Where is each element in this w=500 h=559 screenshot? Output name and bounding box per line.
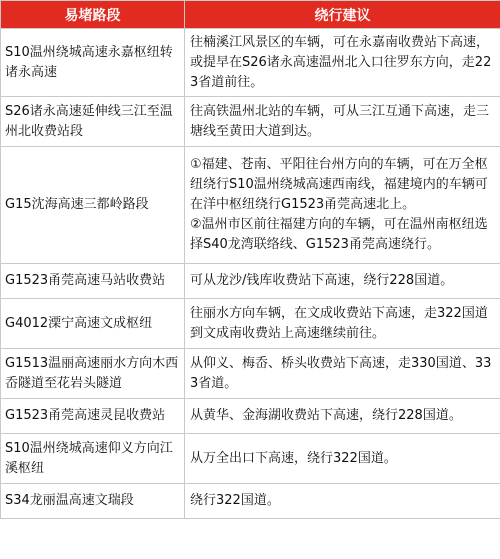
- advice-text: 从仰义、梅岙、桥头收费站下高速，走330国道、333省道。: [190, 355, 492, 391]
- advice-cell: [185, 147, 500, 264]
- section-cell: S10温州绕城高速永嘉枢纽转诸永高速: [1, 29, 185, 97]
- table-row: [1, 399, 500, 434]
- advice-cell: [185, 434, 500, 484]
- advice-text: 往丽水方向车辆，在文成收费站下高速，走322国道到文成南收费站上高速继续前往。: [190, 305, 488, 341]
- section-cell: G4012溧宁高速文成枢纽: [1, 299, 185, 349]
- advice-text: 可从龙沙/钱库收费站下高速，绕行228国道。: [190, 273, 454, 288]
- section-cell: S34龙丽温高速文瑞段: [1, 484, 185, 519]
- table-header-row: [1, 1, 500, 29]
- advice-cell: [185, 29, 500, 97]
- table-row: [1, 434, 500, 484]
- table-row: [1, 299, 500, 349]
- advice-cell: [185, 399, 500, 434]
- advice-cell: [185, 97, 500, 147]
- section-cell: G15沈海高速三都岭路段: [1, 147, 185, 264]
- advice-cell: [185, 484, 500, 519]
- advice-text: 绕行322国道。: [190, 493, 280, 508]
- section-cell: G1513温丽高速丽水方向木西岙隧道至花岩头隧道: [1, 349, 185, 399]
- table-row: [1, 147, 500, 264]
- advice-text: 往高铁温州北站的车辆，可从三江互通下高速，走三塘线至黄田大道到达。: [190, 103, 490, 139]
- table-row: [1, 29, 500, 97]
- advice-text: 从万全出口下高速，绕行322国道。: [190, 450, 397, 466]
- advice-text: 往楠溪江风景区的车辆，可在永嘉南收费站下高速，或提早在S26诸永高速温州北入口往罗东方向，走223省道前往。: [190, 34, 492, 90]
- advice-cell: [185, 349, 500, 399]
- section-cell: G1523甬莞高速马站收费站: [1, 264, 185, 299]
- advice-cell: [185, 264, 500, 299]
- section-cell: S10温州绕城高速仰义方向江溪枢纽: [1, 434, 185, 484]
- advice-text: 从黄华、金海湖收费站下高速，绕行228国道。: [190, 408, 462, 423]
- advice-cell: [185, 299, 500, 349]
- table-row: [1, 484, 500, 519]
- table-row: [1, 349, 500, 399]
- advice-text: ①福建、苍南、平阳往台州方向的车辆，可在万全枢纽绕行S10温州绕城高速西南线，福建境内的车辆可在洋中枢纽绕行G1523甬莞高速北上。: [190, 157, 488, 212]
- header-advice: 绕行建议: [185, 1, 500, 29]
- table-row: [1, 264, 500, 299]
- table-row: [1, 97, 500, 147]
- section-cell: S26诸永高速延伸线三江至温州北收费站段: [1, 97, 185, 147]
- header-section: 易堵路段: [1, 1, 185, 29]
- section-cell: G1523甬莞高速灵昆收费站: [1, 399, 185, 434]
- advice-text: ②温州市区前往福建方向的车辆，可在温州南枢纽选择S40龙湾联络线、G1523甬莞高速绕行。: [190, 217, 488, 252]
